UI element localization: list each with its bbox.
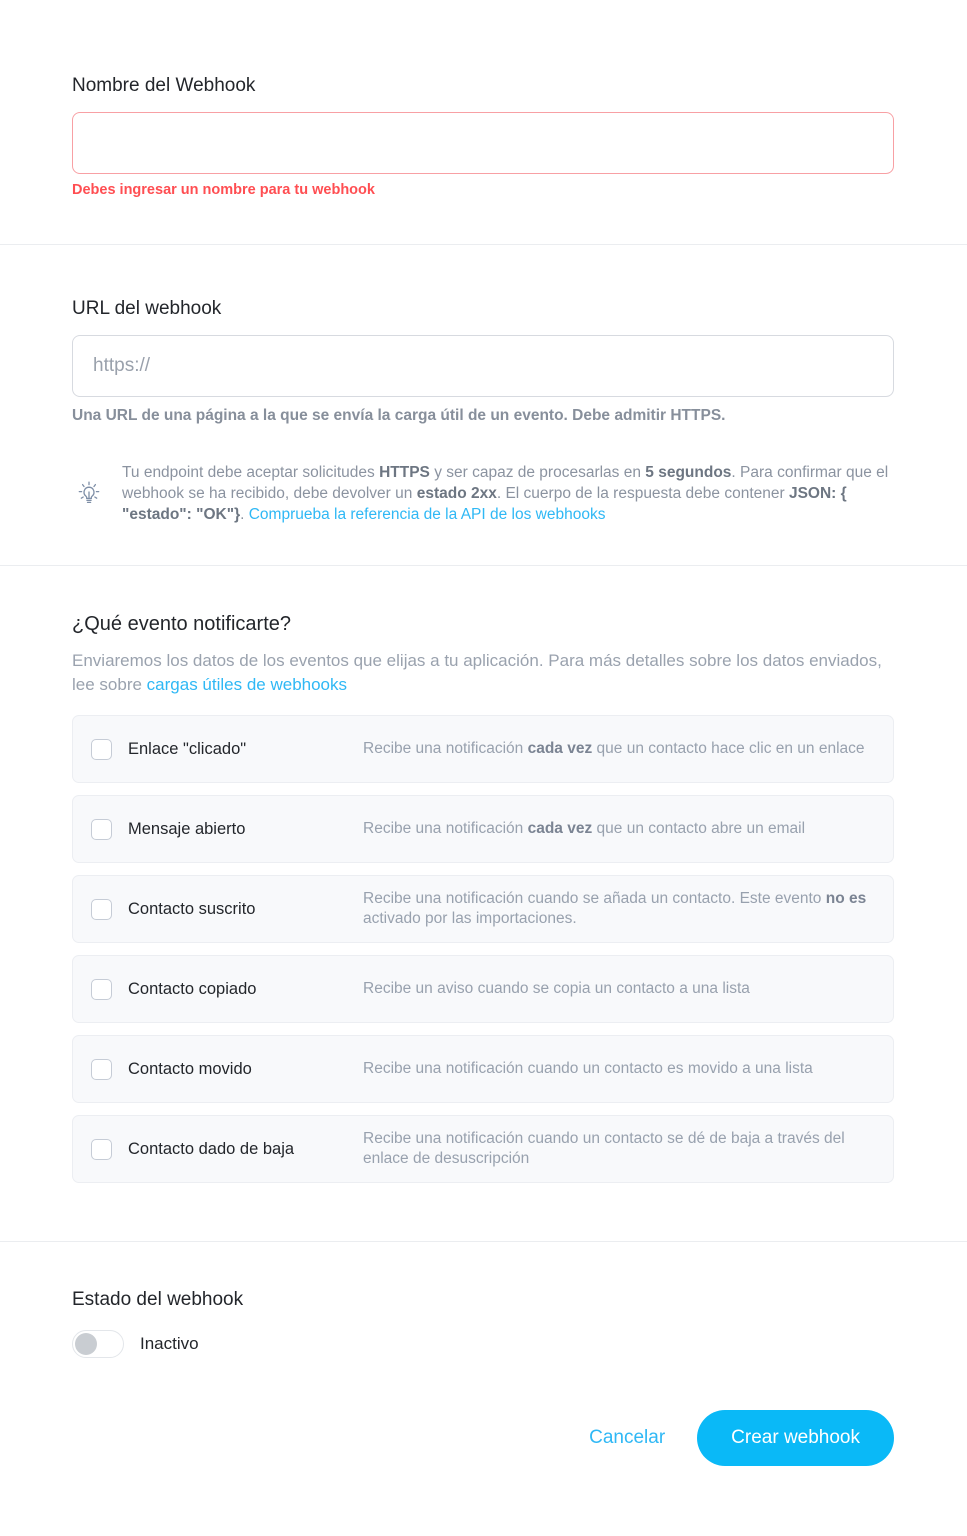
- event-checkbox[interactable]: [91, 1139, 112, 1160]
- desc-part-1: Recibe una notificación: [363, 820, 528, 837]
- event-row[interactable]: [72, 875, 894, 943]
- event-name: Contacto copiado: [128, 979, 257, 998]
- desc-bold: cada vez: [527, 820, 593, 837]
- create-webhook-button[interactable]: Crear webhook: [697, 1410, 894, 1466]
- events-subtitle: [72, 649, 882, 697]
- webhook-url-input[interactable]: [72, 335, 894, 397]
- toggle-label: Inactivo: [140, 1334, 199, 1353]
- event-row[interactable]: [72, 795, 894, 863]
- webhook-status-section: [0, 1242, 967, 1466]
- tip-part-1: Tu endpoint debe aceptar solicitudes: [122, 464, 380, 481]
- event-description: [363, 1059, 875, 1079]
- webhook-name-section: [0, 0, 967, 244]
- event-name: Contacto suscrito: [128, 899, 256, 918]
- webhook-events-section: [0, 566, 967, 1241]
- event-checkbox[interactable]: [91, 979, 112, 1000]
- webhook-url-helper: Una URL de una página a la que se envía la carga útil de un evento. Debe admitir HTTPS.: [72, 407, 726, 424]
- event-row[interactable]: [72, 715, 894, 783]
- event-name: Contacto dado de baja: [128, 1139, 295, 1158]
- webhook-url-label: URL del webhook: [72, 298, 222, 319]
- webhook-payloads-link[interactable]: cargas útiles de webhooks: [146, 675, 348, 694]
- desc-bold: cada vez: [527, 740, 593, 757]
- webhook-name-label: Nombre del Webhook: [72, 75, 256, 96]
- events-title: ¿Qué evento notificarte?: [72, 613, 292, 635]
- spacer: [72, 199, 895, 244]
- status-toggle-row: [72, 1330, 895, 1358]
- cancel-button[interactable]: Cancelar: [567, 1413, 687, 1463]
- event-checkbox[interactable]: [91, 819, 112, 840]
- event-row[interactable]: [72, 1115, 894, 1183]
- tip-part-2: y ser capaz de procesarlas en: [429, 464, 646, 481]
- api-reference-link[interactable]: Comprueba la referencia de la API de los webhooks: [248, 506, 606, 523]
- form-actions: [72, 1410, 894, 1466]
- tip-bold-3: estado 2xx: [416, 485, 497, 502]
- tip-part-4: . El cuerpo de la respuesta debe contener: [496, 485, 789, 502]
- event-list: [72, 715, 895, 1183]
- desc-part-1: Recibe una notificación cuando un contacto es movido a una lista: [363, 1060, 813, 1077]
- toggle-knob: [75, 1333, 97, 1355]
- event-description: [363, 979, 875, 999]
- tip-part-3: . Para confirmar que el webhook se ha recibido, debe devolver un: [122, 464, 889, 502]
- webhook-name-input[interactable]: [72, 112, 894, 174]
- event-name: Enlace "clicado": [128, 739, 247, 758]
- event-name: Mensaje abierto: [128, 819, 246, 838]
- desc-part-2: que un contacto hace clic en un enlace: [592, 740, 865, 757]
- desc-part-1: Recibe una notificación cuando se añada un contacto. Este evento: [363, 890, 826, 907]
- webhook-url-section: [0, 245, 967, 565]
- event-row[interactable]: [72, 1035, 894, 1103]
- desc-part-1: Recibe una notificación: [363, 740, 528, 757]
- event-name: Contacto movido: [128, 1059, 252, 1078]
- webhook-tip: [72, 462, 895, 525]
- event-checkbox[interactable]: [91, 1059, 112, 1080]
- webhook-tip-text: [122, 462, 892, 525]
- lightbulb-icon: [72, 474, 106, 514]
- spacer: [72, 1195, 895, 1241]
- tip-part-5: .: [240, 506, 249, 523]
- event-description: [363, 889, 875, 929]
- event-description: [363, 819, 875, 839]
- desc-part-2: que un contacto abre un email: [592, 820, 806, 837]
- event-description: [363, 739, 875, 759]
- event-checkbox[interactable]: [91, 899, 112, 920]
- tip-bold-1: HTTPS: [379, 464, 430, 481]
- event-checkbox[interactable]: [91, 739, 112, 760]
- desc-bold: no es: [825, 890, 867, 907]
- desc-part-1: Recibe una notificación cuando un contacto se dé de baja a través del enlace de desuscripción: [363, 1130, 845, 1167]
- event-row[interactable]: [72, 955, 894, 1023]
- desc-part-1: Recibe un aviso cuando se copia un contacto a una lista: [363, 980, 750, 997]
- events-subtitle-text: Enviaremos los datos de los eventos que elijas a tu aplicación. Para más detalles sobre los datos enviados, lee sobre: [72, 651, 882, 694]
- tip-bold-2: 5 segundos: [645, 464, 732, 481]
- status-title: Estado del webhook: [72, 1289, 244, 1310]
- spacer: [72, 525, 895, 565]
- event-description: [363, 1129, 875, 1169]
- tip-bold-4: JSON: { "estado": "OK"}: [122, 485, 847, 523]
- desc-part-2: activado por las importaciones.: [363, 910, 577, 927]
- webhook-status-toggle[interactable]: [72, 1330, 124, 1358]
- webhook-name-error: Debes ingresar un nombre para tu webhook: [72, 182, 375, 198]
